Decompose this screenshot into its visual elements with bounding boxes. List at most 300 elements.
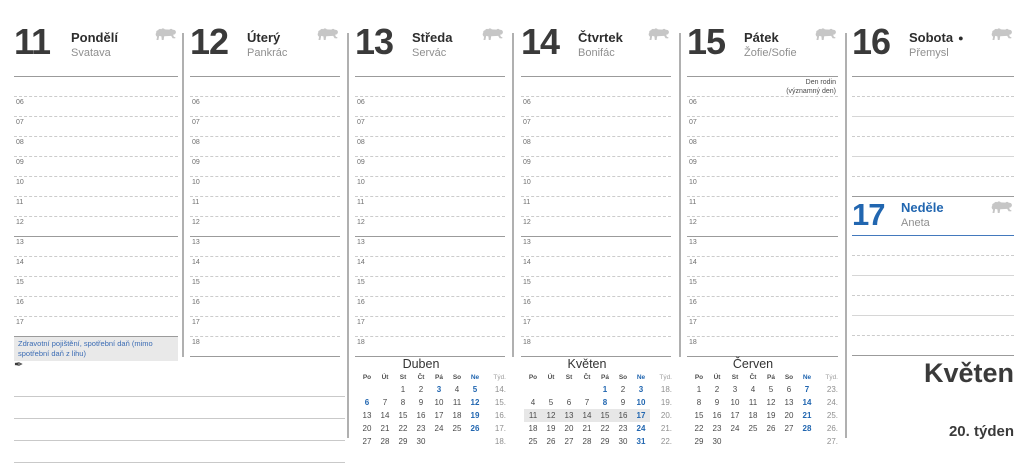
mini-calendar-day: 26 — [766, 424, 776, 433]
mini-calendar-day: 5 — [472, 385, 478, 394]
sunday-header — [852, 197, 1014, 236]
mini-calendar-day — [762, 435, 780, 448]
hour-label: 14 — [523, 259, 531, 266]
hour-row — [687, 197, 838, 217]
blank-row — [14, 77, 178, 97]
day-header-text — [578, 31, 623, 61]
mini-calendar-day: 23 — [712, 424, 722, 433]
hour-row — [355, 277, 505, 297]
hour-row — [190, 337, 340, 357]
hour-row — [521, 317, 671, 337]
hour-row — [521, 97, 671, 117]
mini-calendar-day: 21 — [802, 411, 812, 420]
hour-label: 18 — [192, 339, 200, 346]
day-column-monday — [14, 20, 178, 361]
mini-calendar-day: 14 — [380, 411, 390, 420]
note-line — [14, 419, 345, 441]
mini-calendar-day: 24 — [730, 424, 740, 433]
mini-calendar-month-title: Duben — [402, 357, 440, 371]
day-number: 12 — [190, 21, 229, 62]
hour-label: 09 — [523, 159, 531, 166]
hour-row — [687, 337, 838, 357]
hour-label: 08 — [357, 139, 365, 146]
hour-label: 10 — [357, 179, 365, 186]
mini-calendar-day: 29 — [600, 437, 610, 446]
mini-calendar-day: 19 — [470, 411, 480, 420]
mini-calendar-week-number: 19. — [660, 398, 672, 407]
mini-calendar-day: 23 — [618, 424, 628, 433]
hour-label: 06 — [192, 99, 200, 106]
hour-label: 15 — [523, 279, 531, 286]
mini-calendar-month-title: Červen — [732, 357, 774, 371]
hour-label: 08 — [689, 139, 697, 146]
mini-calendar-day: 11 — [748, 398, 758, 407]
blank-row — [852, 97, 1014, 117]
hour-label: 14 — [689, 259, 697, 266]
mini-calendar-day: 20 — [362, 424, 372, 433]
mini-calendar-day: 16 — [614, 409, 632, 422]
column-divider — [845, 33, 847, 438]
mini-calendar-day: 31 — [636, 437, 646, 446]
mini-calendar-day: 10 — [636, 398, 646, 407]
mini-calendar-day: 13 — [560, 409, 578, 422]
hour-row — [355, 97, 505, 117]
hour-row — [355, 237, 505, 257]
blank-row — [190, 77, 340, 97]
hour-label: 17 — [192, 319, 200, 326]
column-divider — [347, 33, 349, 438]
mini-calendar-day: 13 — [362, 411, 372, 420]
note-line — [14, 397, 345, 419]
hour-label: 09 — [192, 159, 200, 166]
weekday-text: Úterý — [247, 30, 281, 45]
day-header — [14, 20, 178, 77]
mini-calendar-day-header: Ne — [470, 374, 480, 381]
mini-calendar-day: 16 — [712, 411, 722, 420]
mini-calendar-week-number: 15. — [494, 398, 506, 407]
hour-row — [687, 177, 838, 197]
hour-row — [355, 117, 505, 137]
hour-row — [521, 157, 671, 177]
day-number: 14 — [521, 21, 560, 62]
mini-calendar-day — [744, 435, 762, 448]
hour-label: 16 — [357, 299, 365, 306]
nameday-label: Pankrác — [247, 46, 288, 59]
hour-row — [14, 257, 178, 277]
lion-icon — [990, 27, 1013, 41]
blank-row — [852, 316, 1014, 336]
day-header — [687, 20, 838, 77]
mini-calendar-week-header: Týd. — [659, 374, 672, 381]
holiday-annotation — [786, 78, 836, 96]
hour-label: 10 — [16, 179, 24, 186]
mini-calendar-day: 1 — [602, 385, 608, 394]
mini-calendar-day: 20 — [564, 424, 574, 433]
hour-label: 09 — [689, 159, 697, 166]
mini-calendar-day: 28 — [802, 424, 812, 433]
hour-row — [355, 297, 505, 317]
weekday-text: Čtvrtek — [578, 30, 623, 45]
blank-row — [852, 157, 1014, 177]
weekday-text: Sobota — [909, 30, 954, 45]
mini-calendar-day: 19 — [546, 424, 556, 433]
hour-row — [14, 297, 178, 317]
mini-calendar-day: 30 — [712, 437, 722, 446]
mini-calendar-day: 7 — [382, 398, 388, 407]
hour-label: 07 — [689, 119, 697, 126]
weekday-label — [412, 31, 452, 46]
hour-label: 06 — [689, 99, 697, 106]
lion-icon — [481, 27, 504, 41]
hour-row — [687, 297, 838, 317]
mini-calendar-day: 29 — [694, 437, 704, 446]
mini-calendar-day: 15 — [596, 409, 614, 422]
hour-label: 16 — [16, 299, 24, 306]
hour-row — [14, 317, 178, 337]
nameday-label: Aneta — [901, 216, 930, 229]
mini-calendar-day: 17 — [632, 409, 650, 422]
hour-row — [14, 217, 178, 237]
holiday-annotation-line: (významný den) — [786, 88, 836, 96]
mini-calendar-week-number: 16. — [494, 411, 506, 420]
lion-icon — [814, 27, 837, 41]
mini-calendar-day: 12 — [766, 398, 776, 407]
column-divider — [512, 33, 514, 357]
hour-label: 12 — [523, 219, 531, 226]
hour-label: 17 — [689, 319, 697, 326]
day-header-text — [901, 201, 944, 231]
day-header — [190, 20, 340, 77]
hour-label: 07 — [192, 119, 200, 126]
hour-row — [521, 117, 671, 137]
hour-label: 12 — [16, 219, 24, 226]
mini-calendar-day: 25 — [528, 437, 538, 446]
mini-calendar-day: 19 — [766, 411, 776, 420]
day-header-text — [412, 31, 452, 61]
hour-row — [190, 237, 340, 257]
mini-calendar-day: 4 — [454, 385, 460, 394]
hour-row — [687, 277, 838, 297]
mini-calendar-day: 18 — [748, 411, 758, 420]
hour-row — [355, 317, 505, 337]
day-column-tuesday — [190, 20, 340, 357]
mini-calendar-day: 27 — [564, 437, 574, 446]
mini-calendar-day: 18 — [528, 424, 538, 433]
blank-row — [852, 296, 1014, 316]
hour-row — [190, 317, 340, 337]
notes-area — [14, 356, 345, 463]
day-number: 15 — [687, 21, 726, 62]
hour-row — [687, 137, 838, 157]
mini-calendar-day: 7 — [584, 398, 590, 407]
mini-calendar-day-header: St — [731, 374, 739, 381]
mini-calendar-day: 29 — [398, 437, 408, 446]
hour-row — [687, 157, 838, 177]
mini-calendar-april — [358, 357, 508, 448]
hour-row — [355, 137, 505, 157]
mini-calendar-day — [524, 383, 542, 396]
hour-row — [521, 297, 671, 317]
day-header-text — [744, 31, 797, 61]
hour-row — [687, 237, 838, 257]
lion-icon — [316, 27, 339, 41]
mini-calendar-day: 2 — [620, 385, 626, 394]
mini-calendar-day-header: So — [452, 374, 462, 381]
hour-row — [190, 137, 340, 157]
mini-calendar-day-header: Pá — [435, 374, 443, 381]
hour-label: 12 — [689, 219, 697, 226]
day-number: 16 — [852, 21, 891, 62]
hour-row — [355, 197, 505, 217]
weekday-label — [901, 201, 944, 216]
hour-row — [190, 177, 340, 197]
hour-label: 11 — [523, 199, 531, 206]
hour-row — [355, 157, 505, 177]
hour-label: 14 — [357, 259, 365, 266]
weekday-label — [71, 31, 118, 46]
hour-row — [687, 97, 838, 117]
mini-calendar-week-header: Týd. — [825, 374, 838, 381]
mini-calendar-day: 30 — [618, 437, 628, 446]
hour-row — [190, 217, 340, 237]
mini-calendar-day: 3 — [638, 385, 644, 394]
blank-row — [852, 336, 1014, 356]
hour-row — [14, 97, 178, 117]
lion-icon — [990, 200, 1013, 214]
hour-label: 14 — [16, 259, 24, 266]
holiday-annotation-line: Den rodin — [805, 79, 836, 86]
hour-label: 17 — [523, 319, 531, 326]
hour-row — [521, 197, 671, 217]
hour-label: 11 — [192, 199, 200, 206]
note-line — [14, 375, 345, 397]
mini-calendar-day: 6 — [566, 398, 572, 407]
mini-calendar-week-number: 25. — [826, 411, 838, 420]
mini-calendar-day — [542, 383, 560, 396]
hour-label: 07 — [16, 119, 24, 126]
mini-calendar-day-header: Po — [694, 374, 704, 381]
mini-calendar-grid — [690, 372, 840, 448]
hour-label: 12 — [192, 219, 200, 226]
mini-calendar-day-header: Po — [528, 374, 538, 381]
mini-calendar-day: 12 — [542, 409, 560, 422]
pen-icon: ✒ — [14, 359, 24, 371]
hour-label: 06 — [16, 99, 24, 106]
mini-calendar-day: 1 — [696, 385, 702, 394]
mini-calendar-day: 4 — [530, 398, 536, 407]
hour-row — [521, 137, 671, 157]
mini-calendar-week-number: 24. — [826, 398, 838, 407]
blank-row — [852, 77, 1014, 97]
mini-calendar-day: 6 — [364, 398, 370, 407]
mini-calendar-week-number: 17. — [494, 424, 506, 433]
mini-calendar-day-header: Út — [713, 374, 721, 381]
hour-label: 13 — [16, 239, 24, 246]
hour-label: 10 — [192, 179, 200, 186]
hour-label: 12 — [357, 219, 365, 226]
hour-row — [14, 277, 178, 297]
mini-calendar-day: 17 — [434, 411, 444, 420]
hour-label: 06 — [357, 99, 365, 106]
mini-calendar-day: 2 — [418, 385, 424, 394]
blank-row — [852, 117, 1014, 137]
mini-calendar-day-header: Pá — [601, 374, 609, 381]
mini-calendar-day: 14 — [578, 409, 596, 422]
weekday-label — [578, 31, 623, 46]
mini-calendar-day-header: So — [784, 374, 794, 381]
mini-calendar-day-header: St — [399, 374, 407, 381]
hour-label: 16 — [192, 299, 200, 306]
mini-calendar-day: 11 — [452, 398, 462, 407]
day-header — [521, 20, 671, 77]
mini-calendar-day: 10 — [730, 398, 740, 407]
hour-label: 13 — [192, 239, 200, 246]
mini-calendar-day: 9 — [714, 398, 720, 407]
lion-icon — [647, 27, 670, 41]
mini-calendar-day: 14 — [802, 398, 812, 407]
hour-label: 13 — [523, 239, 531, 246]
mini-calendar-day: 4 — [750, 385, 756, 394]
mini-calendar-day — [578, 383, 596, 396]
mini-calendar-day: 26 — [546, 437, 556, 446]
mini-calendar-day: 5 — [768, 385, 774, 394]
mini-calendar-week-number: 26. — [826, 424, 838, 433]
mini-calendar-day — [430, 435, 448, 448]
hour-label: 10 — [523, 179, 531, 186]
mini-calendar-day: 6 — [786, 385, 792, 394]
mini-calendar-day: 1 — [400, 385, 406, 394]
mini-calendar-day: 15 — [694, 411, 704, 420]
mini-calendar-day: 30 — [416, 437, 426, 446]
hour-row — [190, 117, 340, 137]
day-header-text — [909, 31, 964, 61]
hour-row — [190, 297, 340, 317]
column-divider — [182, 33, 184, 357]
mini-calendar-week-number: 23. — [826, 385, 838, 394]
hour-label: 16 — [689, 299, 697, 306]
mini-calendar-day — [376, 383, 394, 396]
hour-row — [521, 177, 671, 197]
hour-label: 09 — [16, 159, 24, 166]
hour-row — [687, 117, 838, 137]
mini-calendar-week-number: 18. — [494, 437, 506, 446]
hour-label: 18 — [689, 339, 697, 346]
mini-calendar-week-number: 27. — [826, 437, 838, 446]
hour-row — [14, 177, 178, 197]
mini-calendar-week-number: 14. — [494, 385, 506, 394]
mini-calendar-day-header: Ne — [636, 374, 646, 381]
mini-calendar-day — [466, 435, 484, 448]
day-header-text — [247, 31, 287, 61]
mini-calendar-day-header: Po — [362, 374, 372, 381]
mini-calendar-day-header: Út — [381, 374, 389, 381]
mini-calendar-day-header: Ne — [802, 374, 812, 381]
hour-row — [687, 317, 838, 337]
mini-calendar-day: 10 — [434, 398, 444, 407]
hour-label: 07 — [357, 119, 365, 126]
hour-row — [190, 197, 340, 217]
blank-row — [355, 77, 505, 97]
weekday-text: Pondělí — [71, 30, 118, 45]
new-moon-icon: ● — [958, 33, 964, 43]
mini-calendar-day: 9 — [418, 398, 424, 407]
hour-label: 09 — [357, 159, 365, 166]
hour-row — [521, 337, 671, 357]
mini-calendar-june — [690, 357, 840, 448]
hour-label: 10 — [689, 179, 697, 186]
hour-label: 18 — [357, 339, 365, 346]
mini-calendar-day: 5 — [548, 398, 554, 407]
hour-row — [687, 257, 838, 277]
mini-calendar-day: 27 — [784, 424, 794, 433]
weekday-label — [744, 31, 797, 46]
mini-calendar-day: 21 — [380, 424, 390, 433]
mini-calendar-day-header: Čt — [583, 374, 591, 381]
mini-calendar-day: 12 — [470, 398, 480, 407]
day-column-friday — [687, 20, 838, 357]
mini-calendar-week-header: Týd. — [493, 374, 506, 381]
mini-calendar-day: 7 — [804, 385, 810, 394]
mini-calendar-day: 28 — [380, 437, 390, 446]
hour-row — [355, 257, 505, 277]
hour-label: 13 — [689, 239, 697, 246]
mini-calendar-day — [358, 383, 376, 396]
hour-row — [190, 157, 340, 177]
mini-calendar-day: 17 — [730, 411, 740, 420]
mini-calendar-day-header: Čt — [749, 374, 757, 381]
hour-label: 15 — [192, 279, 200, 286]
hour-row — [521, 237, 671, 257]
blank-row — [521, 77, 671, 97]
mini-calendar-day: 9 — [620, 398, 626, 407]
mini-calendar-day: 8 — [400, 398, 406, 407]
nameday-label: Žofie/Sofie — [744, 46, 797, 59]
hour-label: 17 — [16, 319, 24, 326]
day-column-wednesday — [355, 20, 505, 357]
hour-label: 16 — [523, 299, 531, 306]
hour-label: 06 — [523, 99, 531, 106]
hour-row — [687, 217, 838, 237]
mini-calendar-day: 23 — [416, 424, 426, 433]
tax-note: Zdravotní pojištění, spotřební daň (mimo spotřební daň z lihu) — [14, 337, 178, 361]
mini-calendar-day: 28 — [582, 437, 592, 446]
mini-calendar-week-number: 18. — [660, 385, 672, 394]
mini-calendar-day: 3 — [732, 385, 738, 394]
hour-row — [14, 117, 178, 137]
mini-calendar-day: 15 — [398, 411, 408, 420]
hour-row — [521, 257, 671, 277]
day-header — [852, 20, 1014, 77]
mini-calendar-day: 22 — [694, 424, 704, 433]
mini-calendar-day: 16 — [416, 411, 426, 420]
hour-row — [190, 277, 340, 297]
weekday-text: Středa — [412, 30, 453, 45]
mini-calendar-day — [798, 435, 816, 448]
blank-row — [852, 137, 1014, 157]
weekday-text: Neděle — [901, 200, 944, 215]
blank-row — [852, 177, 1014, 197]
mini-calendar-may — [524, 357, 674, 448]
mini-calendar-day — [780, 435, 798, 448]
day-number: 11 — [14, 21, 51, 62]
mini-calendar-day: 8 — [696, 398, 702, 407]
day-column-weekend — [852, 20, 1014, 356]
hour-row — [355, 337, 505, 357]
mini-calendar-week-number: 20. — [660, 411, 672, 420]
day-column-thursday — [521, 20, 671, 357]
mini-calendar-day: 24 — [434, 424, 444, 433]
hour-row — [355, 177, 505, 197]
